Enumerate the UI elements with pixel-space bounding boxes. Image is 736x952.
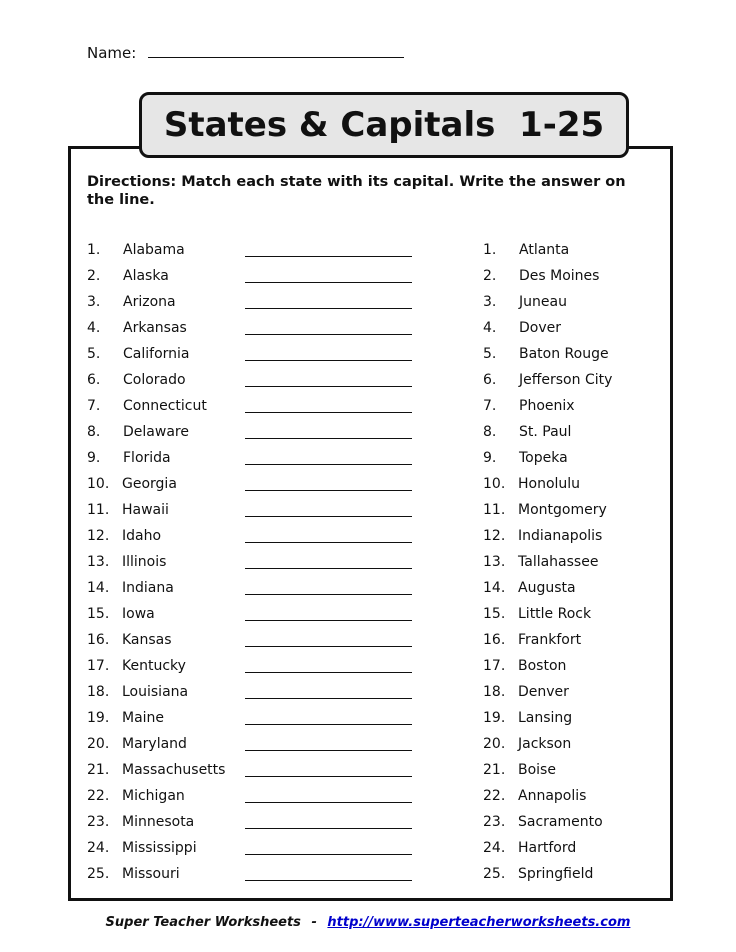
- item-number: 9.: [483, 450, 497, 466]
- state-name: Alaska: [123, 268, 169, 284]
- state-item: [87, 450, 427, 476]
- item-number: 8.: [87, 424, 101, 440]
- state-item: [87, 684, 427, 710]
- capital-name: Baton Rouge: [519, 346, 609, 362]
- item-number: 22.: [87, 788, 110, 804]
- item-number: 14.: [483, 580, 506, 596]
- capital-item: [483, 268, 683, 294]
- state-name: Kentucky: [122, 658, 186, 674]
- state-name: Florida: [123, 450, 171, 466]
- capital-item: [483, 372, 683, 398]
- capital-name: Augusta: [518, 580, 576, 596]
- capital-name: Denver: [518, 684, 569, 700]
- capital-item: [483, 840, 683, 866]
- item-number: 5.: [87, 346, 101, 362]
- state-item: [87, 502, 427, 528]
- answer-line[interactable]: [245, 360, 412, 361]
- footer: [0, 915, 736, 930]
- item-number: 10.: [483, 476, 506, 492]
- capital-item: [483, 398, 683, 424]
- capital-name: Honolulu: [518, 476, 581, 492]
- capital-name: Dover: [519, 320, 561, 336]
- item-number: 16.: [483, 632, 506, 648]
- capital-name: Boise: [518, 762, 556, 778]
- item-number: 14.: [87, 580, 110, 596]
- state-item: [87, 580, 427, 606]
- state-name: Alabama: [123, 242, 185, 258]
- answer-line[interactable]: [245, 386, 412, 387]
- answer-line[interactable]: [245, 542, 412, 543]
- state-item: [87, 346, 427, 372]
- state-name: Iowa: [122, 606, 155, 622]
- state-name: Louisiana: [122, 684, 189, 700]
- item-number: 6.: [483, 372, 497, 388]
- capital-item: [483, 866, 683, 892]
- capital-name: Jackson: [518, 736, 572, 752]
- item-number: 11.: [87, 502, 110, 518]
- answer-line[interactable]: [245, 724, 412, 725]
- state-name: Missouri: [122, 866, 180, 882]
- state-item: [87, 294, 427, 320]
- state-item: [87, 528, 427, 554]
- state-item: [87, 814, 427, 840]
- item-number: 11.: [483, 502, 506, 518]
- capital-item: [483, 450, 683, 476]
- directions: Directions: Match each state with its capital. Write the answer on the line.: [87, 174, 626, 208]
- states-list: [87, 242, 427, 892]
- capital-name: Jefferson City: [519, 372, 613, 388]
- item-number: 5.: [483, 346, 497, 362]
- state-item: [87, 398, 427, 424]
- state-item: [87, 320, 427, 346]
- capital-item: [483, 762, 683, 788]
- answer-line[interactable]: [245, 828, 412, 829]
- item-number: 20.: [483, 736, 506, 752]
- capital-item: [483, 294, 683, 320]
- answer-line[interactable]: [245, 334, 412, 335]
- item-number: 9.: [87, 450, 101, 466]
- state-item: [87, 840, 427, 866]
- state-name: Michigan: [122, 788, 185, 804]
- state-name: Kansas: [122, 632, 172, 648]
- answer-line[interactable]: [245, 516, 412, 517]
- state-name: Colorado: [123, 372, 186, 388]
- capital-item: [483, 736, 683, 762]
- capital-item: [483, 580, 683, 606]
- state-name: Maryland: [122, 736, 187, 752]
- capital-item: [483, 242, 683, 268]
- answer-line[interactable]: [245, 620, 412, 621]
- capital-item: [483, 476, 683, 502]
- item-number: 25.: [87, 866, 110, 882]
- capital-name: Sacramento: [518, 814, 603, 830]
- item-number: 2.: [87, 268, 101, 284]
- state-item: [87, 242, 427, 268]
- capital-item: [483, 528, 683, 554]
- state-item: [87, 554, 427, 580]
- item-number: 8.: [483, 424, 497, 440]
- capital-item: [483, 320, 683, 346]
- answer-line[interactable]: [245, 672, 412, 673]
- capital-item: [483, 502, 683, 528]
- state-item: [87, 762, 427, 788]
- item-number: 16.: [87, 632, 110, 648]
- item-number: 24.: [87, 840, 110, 856]
- state-name: Hawaii: [122, 502, 169, 518]
- capital-item: [483, 710, 683, 736]
- item-number: 21.: [483, 762, 506, 778]
- item-number: 15.: [87, 606, 110, 622]
- answer-line[interactable]: [245, 594, 412, 595]
- capital-item: [483, 814, 683, 840]
- state-name: Georgia: [122, 476, 177, 492]
- state-item: [87, 268, 427, 294]
- footer-brand: Super Teacher Worksheets: [105, 915, 301, 930]
- capitals-list: [483, 242, 683, 892]
- name-label: Name:: [87, 44, 137, 62]
- state-name: Massachusetts: [122, 762, 226, 778]
- state-item: [87, 372, 427, 398]
- capital-name: Montgomery: [518, 502, 607, 518]
- state-name: Arkansas: [123, 320, 187, 336]
- item-number: 1.: [483, 242, 497, 258]
- answer-line[interactable]: [245, 802, 412, 803]
- answer-line[interactable]: [245, 308, 412, 309]
- answer-line[interactable]: [245, 490, 412, 491]
- capital-item: [483, 632, 683, 658]
- item-number: 4.: [483, 320, 497, 336]
- state-item: [87, 866, 427, 892]
- item-number: 17.: [87, 658, 110, 674]
- item-number: 15.: [483, 606, 506, 622]
- capital-item: [483, 658, 683, 684]
- item-number: 12.: [87, 528, 110, 544]
- capital-name: Frankfort: [518, 632, 582, 648]
- item-number: 6.: [87, 372, 101, 388]
- capital-name: Phoenix: [519, 398, 575, 414]
- answer-line[interactable]: [245, 464, 412, 465]
- item-number: 25.: [483, 866, 506, 882]
- state-name: Illinois: [122, 554, 167, 570]
- capital-name: Hartford: [518, 840, 577, 856]
- answer-line[interactable]: [245, 750, 412, 751]
- capital-name: Tallahassee: [518, 554, 599, 570]
- item-number: 18.: [87, 684, 110, 700]
- answer-line[interactable]: [245, 568, 412, 569]
- capital-name: Topeka: [519, 450, 568, 466]
- state-name: Mississippi: [122, 840, 197, 856]
- state-name: Maine: [122, 710, 165, 726]
- capital-name: Juneau: [519, 294, 567, 310]
- item-number: 23.: [87, 814, 110, 830]
- title-box: [139, 92, 629, 158]
- capital-name: Boston: [518, 658, 567, 674]
- state-name: California: [123, 346, 190, 362]
- item-number: 22.: [483, 788, 506, 804]
- state-name: Delaware: [123, 424, 189, 440]
- capital-name: Des Moines: [519, 268, 600, 284]
- capital-name: St. Paul: [519, 424, 572, 440]
- capital-name: Springfield: [518, 866, 594, 882]
- answer-line[interactable]: [245, 776, 412, 777]
- capital-item: [483, 346, 683, 372]
- state-name: Arizona: [123, 294, 176, 310]
- capital-item: [483, 788, 683, 814]
- item-number: 13.: [87, 554, 110, 570]
- name-row: [87, 43, 404, 62]
- state-name: Connecticut: [123, 398, 207, 414]
- state-name: Minnesota: [122, 814, 195, 830]
- item-number: 4.: [87, 320, 101, 336]
- answer-line[interactable]: [245, 412, 412, 413]
- state-name: Indiana: [122, 580, 174, 596]
- item-number: 7.: [483, 398, 497, 414]
- item-number: 17.: [483, 658, 506, 674]
- state-name: Idaho: [122, 528, 162, 544]
- answer-line[interactable]: [245, 256, 412, 257]
- item-number: 7.: [87, 398, 101, 414]
- item-number: 3.: [483, 294, 497, 310]
- state-item: [87, 632, 427, 658]
- item-number: 21.: [87, 762, 110, 778]
- state-item: [87, 476, 427, 502]
- item-number: 10.: [87, 476, 110, 492]
- state-item: [87, 788, 427, 814]
- state-item: [87, 424, 427, 450]
- capital-name: Indianapolis: [518, 528, 603, 544]
- capital-item: [483, 554, 683, 580]
- answer-line[interactable]: [245, 646, 412, 647]
- state-item: [87, 736, 427, 762]
- answer-line[interactable]: [245, 282, 412, 283]
- item-number: 23.: [483, 814, 506, 830]
- page-title: States & Capitals 1-25: [163, 105, 605, 145]
- state-item: [87, 658, 427, 684]
- item-number: 12.: [483, 528, 506, 544]
- item-number: 20.: [87, 736, 110, 752]
- capital-item: [483, 606, 683, 632]
- capital-item: [483, 424, 683, 450]
- item-number: 13.: [483, 554, 506, 570]
- answer-line[interactable]: [245, 438, 412, 439]
- item-number: 24.: [483, 840, 506, 856]
- capital-name: Little Rock: [518, 606, 592, 622]
- item-number: 19.: [483, 710, 506, 726]
- item-number: 18.: [483, 684, 506, 700]
- state-item: [87, 606, 427, 632]
- name-line[interactable]: [148, 43, 404, 58]
- capital-name: Annapolis: [518, 788, 587, 804]
- answer-line[interactable]: [245, 854, 412, 855]
- answer-line[interactable]: [245, 880, 412, 881]
- item-number: 19.: [87, 710, 110, 726]
- capital-item: [483, 684, 683, 710]
- item-number: 3.: [87, 294, 101, 310]
- item-number: 2.: [483, 268, 497, 284]
- capital-name: Atlanta: [519, 242, 570, 258]
- footer-link[interactable]: http://www.superteacherworksheets.com: [327, 915, 631, 930]
- capital-name: Lansing: [518, 710, 573, 726]
- answer-line[interactable]: [245, 698, 412, 699]
- item-number: 1.: [87, 242, 101, 258]
- state-item: [87, 710, 427, 736]
- footer-separator: -: [311, 915, 317, 930]
